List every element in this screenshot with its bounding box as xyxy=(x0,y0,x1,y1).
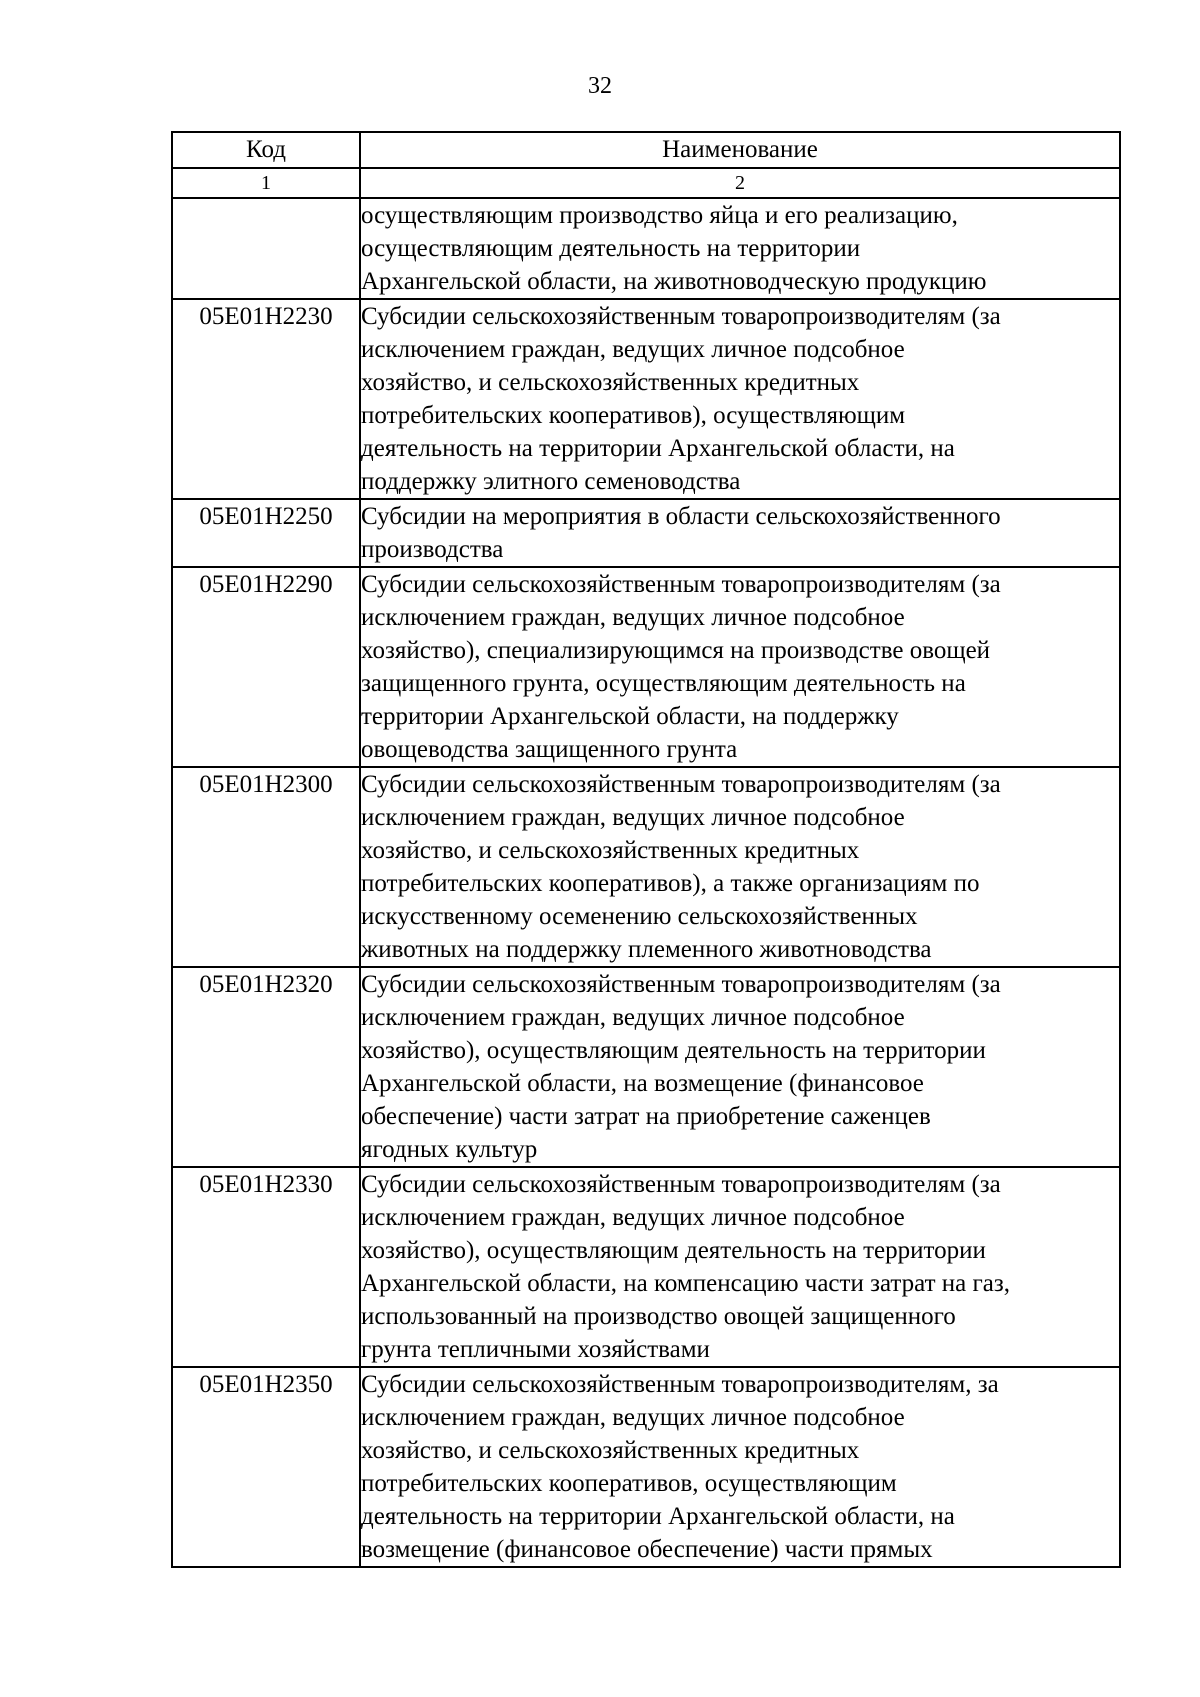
row-name-line: Субсидии сельскохозяйственным товаропроизводителям (за xyxy=(361,1171,1001,1198)
row-name-line: потребительских кооперативов, осуществляющим xyxy=(361,1470,897,1497)
column-number-row xyxy=(172,168,1120,198)
row-name-line: Субсидии на мероприятия в области сельскохозяйственного xyxy=(361,503,1001,530)
row-name-line: хозяйство), осуществляющим деятельность на территории xyxy=(361,1037,986,1064)
row-name-line: деятельность на территории Архангельской области, на xyxy=(361,435,955,462)
row-name-line: исключением граждан, ведущих личное подсобное xyxy=(361,1404,905,1431)
row-name-line: ягодных культур xyxy=(361,1136,538,1163)
row-name-line: хозяйство), осуществляющим деятельность на территории xyxy=(361,1237,986,1264)
table-row xyxy=(172,1167,1120,1367)
row-name-line: Архангельской области, на животноводческую продукцию xyxy=(361,268,987,295)
row-name-line: Субсидии сельскохозяйственным товаропроизводителям (за xyxy=(361,771,1001,798)
row-name xyxy=(360,567,1120,767)
row-name-line: использованный на производство овощей защищенного xyxy=(361,1303,956,1330)
table-row xyxy=(172,499,1120,567)
row-name-line: исключением граждан, ведущих личное подсобное xyxy=(361,804,905,831)
table-row xyxy=(172,767,1120,967)
row-code: 05Е01Н2230 xyxy=(172,299,360,499)
row-name-line: возмещение (финансовое обеспечение) части прямых xyxy=(361,1536,933,1563)
row-code: 05Е01Н2350 xyxy=(172,1367,360,1567)
column-number-1: 1 xyxy=(172,168,360,198)
row-name-line: производства xyxy=(361,536,504,563)
table-row xyxy=(172,198,1120,299)
row-name-line: Субсидии сельскохозяйственным товаропроизводителям (за xyxy=(361,303,1001,330)
row-name xyxy=(360,1367,1120,1567)
row-code: 05Е01Н2330 xyxy=(172,1167,360,1367)
table-body xyxy=(172,198,1120,1567)
row-name xyxy=(360,767,1120,967)
row-name xyxy=(360,198,1120,299)
page-number: 32 xyxy=(588,73,612,99)
table-row xyxy=(172,299,1120,499)
header-name: Наименование xyxy=(360,132,1120,168)
row-name-line: потребительских кооперативов), осуществляющим xyxy=(361,402,906,429)
row-name xyxy=(360,1167,1120,1367)
row-name-line: Субсидии сельскохозяйственным товаропроизводителям, за xyxy=(361,1371,999,1398)
column-number-2: 2 xyxy=(360,168,1120,198)
row-name-line: поддержку элитного семеноводства xyxy=(361,468,741,495)
row-name-line: овощеводства защищенного грунта xyxy=(361,736,738,763)
row-name xyxy=(360,299,1120,499)
header-code: Код xyxy=(172,132,360,168)
row-name-line: защищенного грунта, осуществляющим деятельность на xyxy=(361,670,966,697)
row-name-line: обеспечение) части затрат на приобретение саженцев xyxy=(361,1103,931,1130)
header-row xyxy=(172,132,1120,168)
row-code: 05Е01Н2290 xyxy=(172,567,360,767)
row-name-line: исключением граждан, ведущих личное подсобное xyxy=(361,1004,905,1031)
row-name-line: Архангельской области, на возмещение (финансовое xyxy=(361,1070,924,1097)
row-name-line: грунта тепличными хозяйствами xyxy=(361,1336,710,1363)
row-name-line: хозяйство, и сельскохозяйственных кредитных xyxy=(361,1437,860,1464)
row-name-line: искусственному осеменению сельскохозяйственных xyxy=(361,903,918,930)
row-code: 05Е01Н2320 xyxy=(172,967,360,1167)
row-name-line: территории Архангельской области, на поддержку xyxy=(361,703,899,730)
table-row xyxy=(172,967,1120,1167)
table-row xyxy=(172,1367,1120,1567)
row-name-line: деятельность на территории Архангельской области, на xyxy=(361,1503,955,1530)
row-name xyxy=(360,499,1120,567)
budget-code-table xyxy=(171,131,1121,1568)
row-name-line: Субсидии сельскохозяйственным товаропроизводителям (за xyxy=(361,571,1001,598)
table-row xyxy=(172,567,1120,767)
row-name-line: потребительских кооперативов), а также организациям по xyxy=(361,870,980,897)
row-name-line: хозяйство, и сельскохозяйственных кредитных xyxy=(361,369,860,396)
row-name-line: Архангельской области, на компенсацию части затрат на газ, xyxy=(361,1270,1010,1297)
row-name-line: исключением граждан, ведущих личное подсобное xyxy=(361,336,905,363)
row-name-line: животных на поддержку племенного животноводства xyxy=(361,936,932,963)
row-code: 05Е01Н2250 xyxy=(172,499,360,567)
row-name xyxy=(360,967,1120,1167)
row-name-line: Субсидии сельскохозяйственным товаропроизводителям (за xyxy=(361,971,1001,998)
row-name-line: осуществляющим производство яйца и его реализацию, xyxy=(361,202,958,229)
row-code xyxy=(172,198,360,299)
row-name-line: исключением граждан, ведущих личное подсобное xyxy=(361,604,905,631)
row-code: 05Е01Н2300 xyxy=(172,767,360,967)
row-name-line: хозяйство, и сельскохозяйственных кредитных xyxy=(361,837,860,864)
row-name-line: хозяйство), специализирующимся на производстве овощей xyxy=(361,637,991,664)
row-name-line: осуществляющим деятельность на территории xyxy=(361,235,861,262)
row-name-line: исключением граждан, ведущих личное подсобное xyxy=(361,1204,905,1231)
